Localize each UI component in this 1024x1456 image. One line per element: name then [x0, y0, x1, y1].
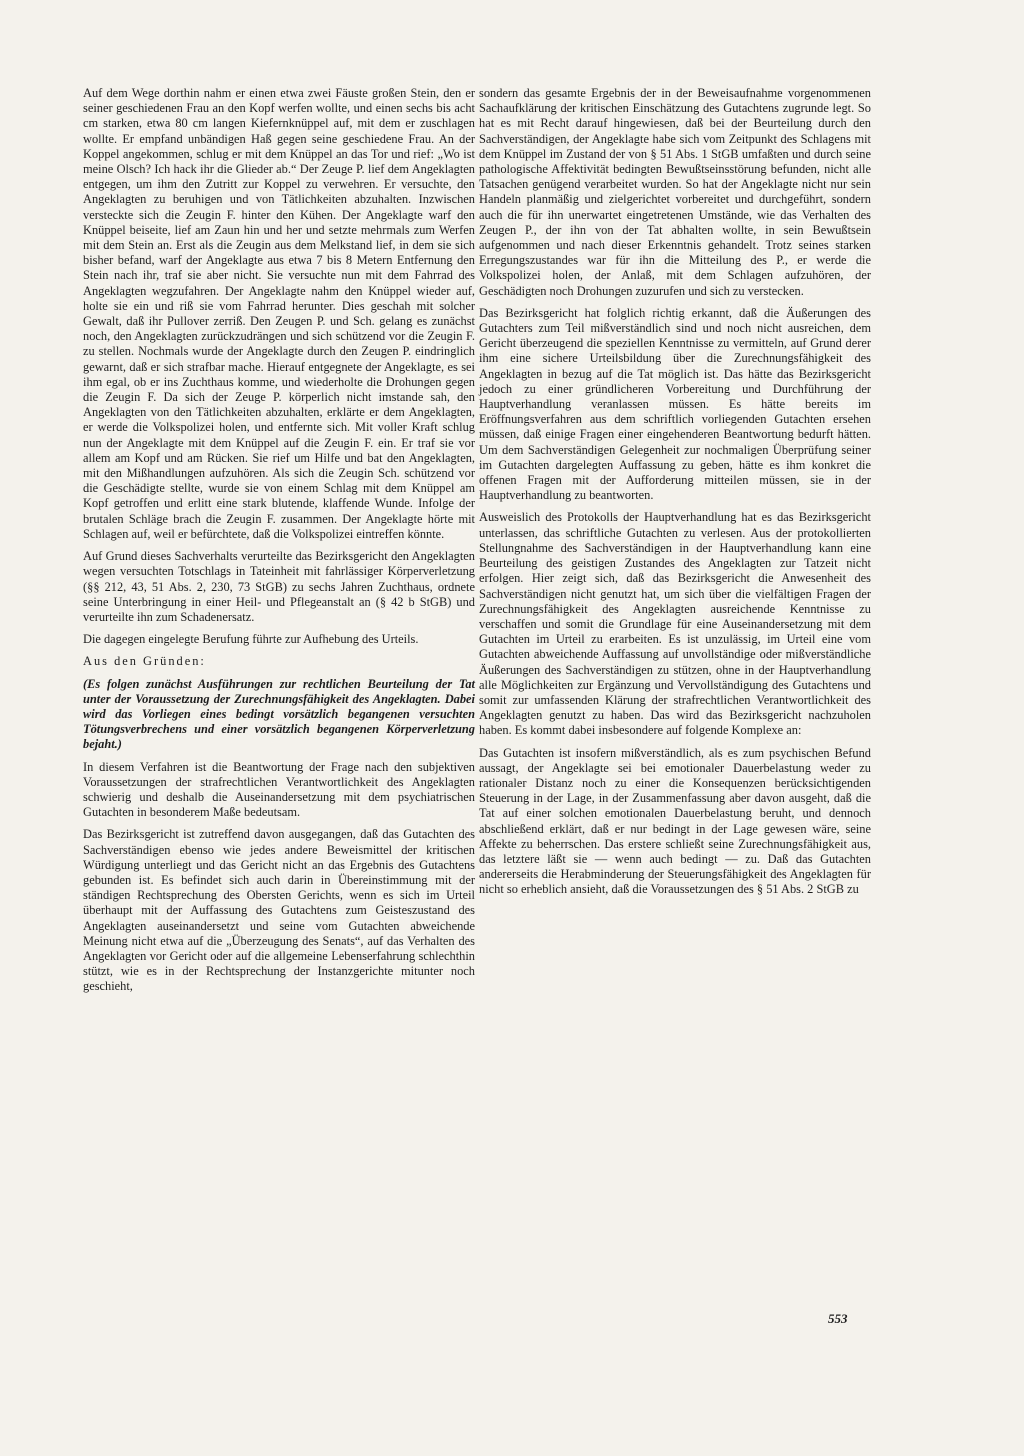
- page-number: 553: [828, 1311, 848, 1326]
- section-heading: Aus den Gründen:: [83, 654, 206, 669]
- editorial-note: (Es folgen zunächst Ausführungen zur rechtlichen Beurteilung der Tat unter der Voraussetzung der Zurechnungsfähigkeit des Angeklagten. Dabei wird das Vorliegen eines bedingt vorsätzlich begangenen versuchten Tötungsverbrechens und einer vorsätzlich begangenen Körperverletzung bejaht.): [83, 676, 475, 752]
- left-column: [83, 86, 475, 1002]
- paragraph: Auf Grund dieses Sachverhalts verurteilte das Bezirksgericht den Angeklagten wegen versuchten Totschlags in Tateinheit mit fahrlässiger Körperverletzung (§§ 212, 43, 51 Abs. 2, 230, 73 StGB) zu sechs Jahren Zuchthaus, ordnete seine Unterbringung in einer Heil- und Pflegeanstalt an (§ 42 b StGB) und verurteilte ihn zum Schadenersatz.: [83, 549, 475, 624]
- paragraph: In diesem Verfahren ist die Beantwortung der Frage nach den subjektiven Voraussetzungen der strafrechtlichen Verantwortlichkeit des Angeklagten schwierig und deshalb die Auseinandersetzung mit dem psychiatrischen Gutachten in besonderem Maße bedeutsam.: [83, 759, 475, 820]
- paragraph: Das Bezirksgericht ist zutreffend davon ausgegangen, daß das Gutachten des Sachverständigen ebenso wie jedes andere Beweismittel der kritischen Würdigung unterliegt und das Gericht nicht an das Ergebnis des Gutachtens gebunden ist. Es befindet sich auch darin in Übereinstimmung mit der ständigen Rechtsprechung des Obersten Gerichts, wenn es sich im Urteil überhaupt mit der Auffassung des Gutachtens zum Geisteszustand des Angeklagten auseinandersetzt und seine vom Gutachten abweichende Meinung nicht etwa auf die „Überzeugung des Senats“, auf das Verhalten des Angeklagten vor Gericht oder auf die allgemeine Lebenserfahrung schlechthin stützt, wie es in der Rechtsprechung der Instanzgerichte mitunter noch geschieht,: [83, 827, 475, 994]
- right-column: [479, 86, 871, 905]
- paragraph: Ausweislich des Protokolls der Hauptverhandlung hat es das Bezirksgericht unterlassen, das schriftliche Gutachten zu verlesen. Aus der protokollierten Stellungnahme des Sachverständigen in der Hauptverhandlung kann eine Beurteilung des geistigen Zustandes des Angeklagten zur Tatzeit nicht erfolgen. Hier zeigt sich, daß das Bezirksgericht die Anwesenheit des Sachverständigen nicht genutzt hat, um sich über die vielfältigen Fragen der Zurechnungsfähigkeit des Angeklagten ausreichende Kenntnisse zu verschaffen und somit die Grundlage für eine Auseinandersetzung mit dem Gutachten im Urteil zu erarbeiten. Es ist unzulässig, im Urteil eine vom Gutachten abweichende Auffassung auf unvollständige oder mißverständliche Äußerungen des Sachverständigen zu stützen, ohne in der Hauptverhandlung alle Möglichkeiten zur Ergänzung und Vervollständigung des Gutachtens und somit zur umfassenden Klärung der strafrechtlichen Verantwortlichkeit des Angeklagten genutzt zu haben. Das wird das Bezirksgericht nachzuholen haben. Es kommt dabei insbesondere auf folgende Komplexe an:: [479, 510, 871, 738]
- paragraph: sondern das gesamte Ergebnis der in der Beweisaufnahme vorgenommenen Sachaufklärung der kritischen Einschätzung des Gutachtens zugrunde legt. So hat es mit Recht darauf hingewiesen, daß bei der Beurteilung durch den Sachverständigen, der Angeklagte habe sich vom Zeitpunkt des Schlagens mit dem Knüppel im Zustand der von § 51 Abs. 1 StGB umfaßten und durch seine pathologische Affektivität bedingten Bewußtseinsstörung befunden, nicht alle Tatsachen genügend verarbeitet wurden. So hat der Angeklagte nicht nur sein Handeln planmäßig und zielgerichtet vorbereitet und durchgeführt, sondern auch die für ihn unerwartet eingetretenen Umstände, wie das Verhalten des Zeugen P., der ihn von der Tat abhalten wollte, in sein Bewußtsein aufgenommen und nach dieser Erkenntnis gehandelt. Trotz seines starken Erregungszustandes war für ihn die Mitteilung des P., er werde die Volkspolizei holen, der Anlaß, mit dem Schlagen aufzuhören, der Geschädigten noch Drohungen zuzurufen und sich zu verstecken.: [479, 86, 871, 298]
- paragraph: Die dagegen eingelegte Berufung führte zur Aufhebung des Urteils.: [83, 632, 419, 647]
- paragraph: Das Bezirksgericht hat folglich richtig erkannt, daß die Äußerungen des Gutachters zum Teil mißverständlich sind und noch nicht ausreichen, dem Gericht überzeugend die speziellen Kenntnisse zu vermitteln, auf Grund derer ihm eine sichere Urteilsbildung über die Zurechnungsfähigkeit des Angeklagten in bezug auf die Tat möglich ist. Das hätte das Bezirksgericht jedoch zu einer gründlicheren Vorbereitung und Durchführung der Hauptverhandlung veranlassen müssen. Es hätte bereits im Eröffnungsverfahren aus dem schriftlich vorliegenden Gutachten ersehen müssen, daß einige Fragen einer eingehenderen Beantwortung bedurft hätten. Um dem Sachverständigen Gelegenheit zur nochmaligen Überprüfung seiner im Gutachten dargelegten Auffassung zu geben, hätte es ihm konkret die offenen Fragen mit der Aufforderung mitteilen müssen, sie in der Hauptverhandlung zu beantworten.: [479, 305, 871, 503]
- paragraph: Das Gutachten ist insofern mißverständlich, als es zum psychischen Befund aussagt, der Angeklagte sei bei emotionaler Dauerbelastung weder zu rationaler Distanz noch zu einer die Konsequenzen berücksichtigenden Steuerung in der Lage, in der Zusammenfassung aber davon ausgeht, daß die Tat auf einer solchen emotionalen Dauerbelastung beruht, und dennoch abschließend erklärt, daß er nur bedingt in der Lage gewesen wäre, seine Affekte zu beherrschen. Das erstere schließt seine Zurechnungsfähigkeit aus, das letztere läßt sie — wenn auch bedingt — zu. Daß das Gutachten andererseits die Herabminderung der Steuerungsfähigkeit des Angeklagten für nicht so erheblich ansieht, daß die Voraussetzungen des § 51 Abs. 2 StGB zu: [479, 745, 871, 897]
- paragraph: Auf dem Wege dorthin nahm er einen etwa zwei Fäuste großen Stein, den er seiner geschiedenen Frau an den Kopf werfen wollte, und einen sechs bis acht cm starken, etwa 80 cm langen Kiefernknüppel auf, mit dem er zuschlagen wollte. Er empfand unbändigen Haß gegen seine geschiedene Frau. An der Koppel angekommen, schlug er mit dem Knüppel an das Tor und rief: „Wo ist meine Olsch? Ich hack ihr die Glieder ab.“ Der Zeuge P. lief dem Angeklagten entgegen, um ihm den Zutritt zur Koppel zu verwehren. Er versuchte, den Angeklagten zu beruhigen und von Tätlichkeiten abzuhalten. Inzwischen versteckte sich die Zeugin F. hinter den Kühen. Der Angeklagte warf den Knüppel beiseite, lief am Zaun hin und her und setzte mehrmals zum Werfen mit dem Stein an. Erst als die Zeugin aus dem Melkstand lief, in dem sie sich bisher befand, warf der Angeklagte aus etwa 7 bis 8 Metern Entfernung den Stein nach ihr, traf sie aber nicht. Sie versuchte nun mit dem Fahrrad des Angeklagten wegzufahren. Der Angeklagte nahm den Knüppel wieder auf, holte sie ein und riß sie vom Fahrrad herunter. Dies geschah mit solcher Gewalt, daß ihr Pullover zerriß. Den Zeugen P. und Sch. gelang es zunächst noch, den Angeklagten zurückzudrängen und sich schützend vor die Zeugin F. zu stellen. Nochmals wurde der Angeklagte durch den Zeugen P. eindringlich gewarnt, daß er sich strafbar mache. Hierauf entgegnete der Angeklagte, es sei ihm egal, ob er ins Zuchthaus komme, und wiederholte die Drohungen gegen die Zeugin F. Da sich der Zeuge P. körperlich nicht imstande sah, den Angeklagten von den Tätlichkeiten abzuhalten, erklärte er dem Angeklagten, er werde die Volkspolizei holen, und entfernte sich. Mit voller Kraft schlug nun der Angeklagte mit dem Knüppel auf die Zeugin F. ein. Er traf sie vor allem am Kopf und am Rücken. Sie rief um Hilfe und bat den Angeklagten, mit den Mißhandlungen aufzuhören. Als sich die Zeugin Sch. schützend vor die Geschädigte stellte, wurde sie von einem Schlag mit dem Knüppel am Kopf getroffen und erlitt eine stark blutende, klaffende Wunde. Infolge der brutalen Schläge brach die Zeugin F. zusammen. Der Angeklagte hörte mit Schlagen auf, weil er befürchtete, daß die Volkspolizei eintreffen könnte.: [83, 86, 475, 541]
